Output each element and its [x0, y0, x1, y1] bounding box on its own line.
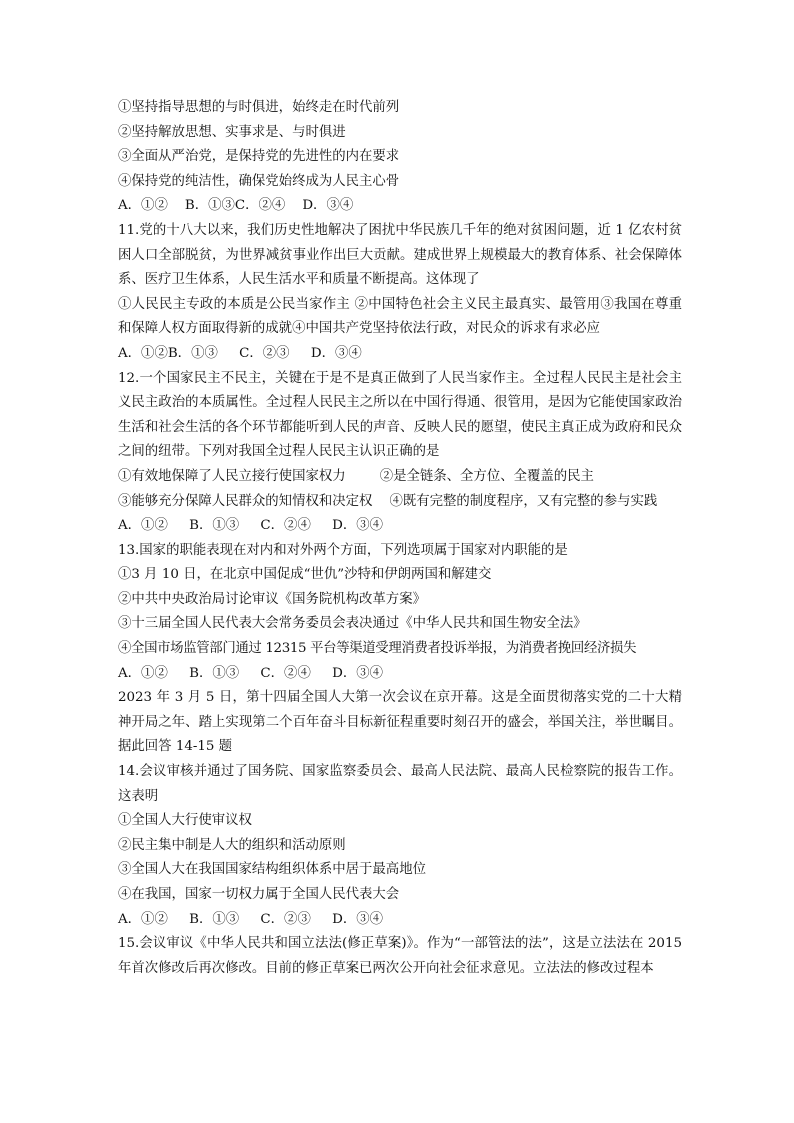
q12-items-row-2: ③能够充分保障人民群众的知情权和决定权 ④既有完整的制度程序，又有完整的参与实践	[118, 493, 658, 509]
material-intro: 2023 年 3 月 5 日，第十四届全国人大第一次会议在京开幕。这是全面贯彻落实党的二十大精神开局之年、踏上实现第二个百年奋斗目标新征程重要时刻召开的盛会，举国关注，举世瞩目。据此回答 14-15 题	[118, 690, 682, 755]
q15-stem: 15.会议审议《中华人民共和国立法法(修正草案)》。作为“一部管法的法”，这是立法法在 2015 年首次修改后再次修改。目前的修正草案已两次公开向社会征求意见。立法法的修改过程本	[118, 936, 682, 976]
q12-options: A．①② B．①③ C．②④ D．③④	[118, 518, 384, 534]
q14-item-1: ①全国人大行使审议权	[118, 813, 252, 829]
q14-options: A．①② B．①③ C．②③ D．③④	[118, 911, 384, 927]
q10-item-2: ②坚持解放思想、实事求是、与时俱进	[118, 124, 346, 140]
q14-item-2: ②民主集中制是人大的组织和活动原则	[118, 837, 346, 853]
q13-stem: 13.国家的职能表现在对内和对外两个方面，下列选项属于国家对内职能的是	[118, 542, 568, 558]
q11-options: A．①②B．①③ C．②③ D．③④	[118, 345, 362, 361]
q11-stem: 11.党的十八大以来，我们历史性地解决了困扰中华民族几千年的绝对贫困问题，近 1 亿农村贫困人口全部脱贫，为世界减贫事业作出巨大贡献。建成世界上规模最大的教育体系、社会保障体系、医疗卫生体系，人民生活水平和质量不断提高。这体现了	[118, 222, 682, 288]
q13-item-1: ①3 月 10 日，在北京中国促成“世仇”沙特和伊朗两国和解建交	[118, 567, 492, 583]
q14-stem: 14.会议审核并通过了国务院、国家监察委员会、最高人民法院、最高人民检察院的报告工作。这表明	[118, 764, 682, 804]
q13-item-2: ②中共中央政治局讨论审议《国务院机构改革方案》	[118, 591, 426, 607]
q13-item-3: ③十三届全国人民代表大会常务委员会表决通过《中华人民共和国生物安全法》	[118, 616, 587, 632]
q10-options: A．①② B．①③C．②④ D．③④	[118, 198, 354, 214]
q13-options: A．①② B．①③ C．②④ D．③④	[118, 665, 384, 681]
q12-items-row-1: ①有效地保障了人民立接行使国家权力 ②是全链条、全方位、全覆盖的民主	[118, 468, 594, 484]
q10-item-4: ④保持党的纯洁性，确保党始终成为人民主心骨	[118, 173, 400, 189]
q11-items: ①人民民主专政的本质是公民当家作主 ②中国特色社会主义民主最真实、最管用③我国在尊重和保障人权方面取得新的成就④中国共产党坚持依法行政，对民众的诉求有求必应	[118, 296, 682, 337]
q14-item-4: ④在我国，国家一切权力属于全国人民代表大会	[118, 887, 400, 902]
q10-item-3: ③全面从严治党，是保持党的先进性的内在要求	[118, 149, 400, 165]
exam-page	[118, 96, 682, 981]
q14-item-3: ③全国人大在我国国家结构组织体系中居于最高地位	[118, 862, 426, 878]
q13-item-4: ④全国市场监管部门通过 12315 平台等渠道受理消费者投诉举报，为消费者挽回经济损失	[118, 641, 637, 657]
q12-stem: 12.一个国家民主不民主，关键在于是不是真正做到了人民当家作主。全过程人民民主是社会主义民主政治的本质属性。全过程人民民主之所以在中国行得通、很管用，是因为它能使国家政治生活和社会生活的各个环节都能听到人民的声音、反映人民的愿望，使民主真正成为政府和民众之间的纽带。下列对我国全过程人民民主认识正确的是	[118, 370, 682, 460]
q10-item-1: ①坚持指导思想的与时俱进，始终走在时代前列	[118, 100, 400, 115]
